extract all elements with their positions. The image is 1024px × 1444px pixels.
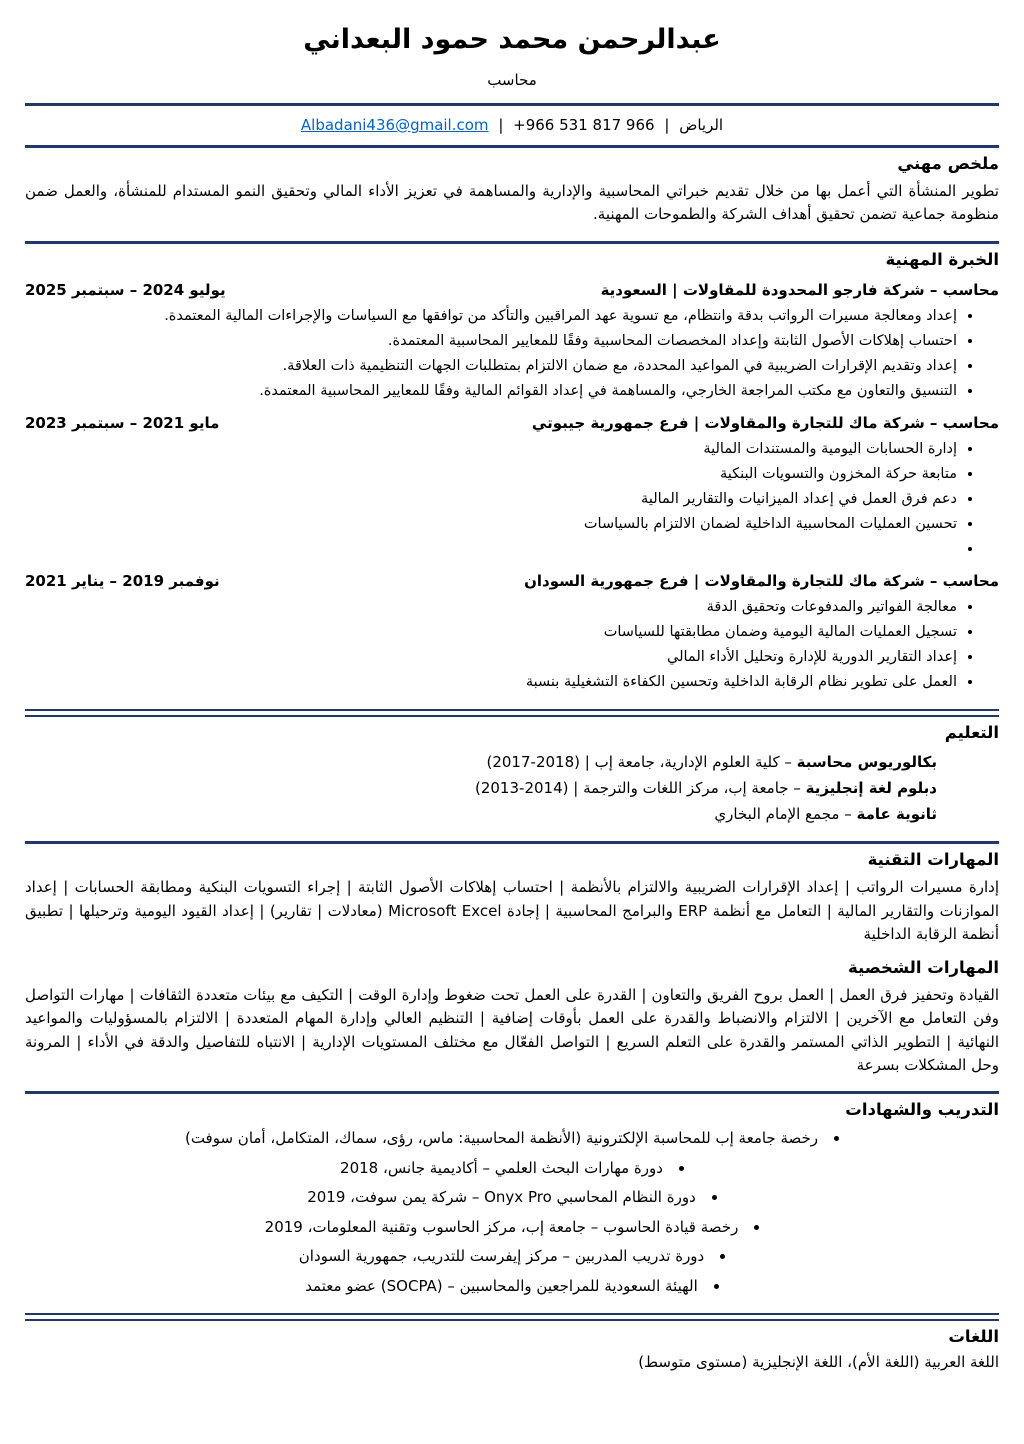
degree-name: بكالوريوس محاسبة — [796, 752, 937, 771]
job-bullet: • إعداد التقارير الدورية للإدارة وتحليل الأداء المالي — [25, 647, 957, 668]
job-bullet: • إعداد وتقديم الإقرارات الضريبية في المواعيد المحددة، مع ضمان الالتزام بمتطلبات الجهات التنظيمية ذات العلاقة. — [25, 356, 957, 377]
job-bullet: • معالجة الفواتير والمدفوعات وتحقيق الدقة — [25, 597, 957, 618]
contact-separator: | — [498, 116, 504, 134]
job-title: محاسب – شركة فارجو المحدودة للمقاولات | السعودية — [600, 280, 999, 299]
education-item — [25, 801, 999, 827]
training-item: • رخصة قيادة الحاسوب – جامعة إب، مركز الحاسوب وتقنية المعلومات، 2019 — [25, 1216, 999, 1239]
education-item — [25, 749, 999, 775]
technical-skills-text: إدارة مسيرات الرواتب | إعداد الإقرارات الضريبية والالتزام بالأنظمة | احتساب إهلاكات الأصول الثابتة | إجراء التسويات البنكية ومطابقة الحسابات | إعداد الموازنات والتقارير المالية | التعامل مع أنظمة ERP والبرامج المحاسبية | إجادة Microsoft Excel (معادلات | تقارير) | إعداد القيود اليومية وترحيلها | تطبيق أنظمة الرقابة الداخلية — [25, 878, 1000, 943]
languages-text: اللغة العربية (اللغة الأم)، اللغة الإنجليزية (مستوى متوسط) — [638, 1353, 999, 1372]
degree-details: – مجمع الإمام البخاري — [714, 805, 852, 824]
education-item — [25, 775, 999, 801]
candidate-job-title: محاسب — [487, 71, 537, 89]
section-heading-education: التعليم — [944, 722, 999, 742]
training-item: • دورة النظام المحاسبي Onyx Pro – شركة يمن سوفت، 2019 — [25, 1186, 999, 1209]
job-bullet: • التنسيق والتعاون مع مكتب المراجعة الخارجي، والمساهمة في إعداد القوائم المالية وفقًا للمعايير المحاسبية المعتمدة. — [25, 381, 957, 402]
degree-details: – جامعة إب، مركز اللغات والترجمة | (2014-2013) — [474, 778, 801, 797]
contact-separator: | — [664, 116, 670, 134]
job-bullet: • تسجيل العمليات المالية اليومية وضمان مطابقتها للسياسات — [25, 622, 957, 643]
job-bullet: • العمل على تطوير نظام الرقابة الداخلية وتحسين الكفاءة التشغيلية بنسبة — [25, 672, 957, 693]
job-dates: نوفمبر 2019 – يناير 2021 — [25, 571, 220, 590]
job-bullet: • إعداد ومعالجة مسيرات الرواتب بدقة وانتظام، مع تسوية عهد المراقبين والتأكد من توافقها مع السياسات والإجراءات المالية المعتمدة. — [25, 306, 957, 327]
job-header — [25, 414, 999, 432]
job-entry — [25, 572, 999, 693]
training-item: • رخصة جامعة إب للمحاسبة الإلكترونية (الأنظمة المحاسبية: ماس، رؤى، سماك، المتكامل، أمان سوفت) — [25, 1127, 999, 1150]
job-entry — [25, 281, 999, 402]
candidate-name: عبدالرحمن محمد حمود البعداني — [303, 24, 721, 55]
section-divider — [25, 841, 999, 844]
job-header — [25, 572, 999, 590]
section-heading-technical-skills: المهارات التقنية — [867, 850, 999, 870]
training-item: • دورة تدريب المدربين – مركز إيفرست للتدريب، جمهورية السودان — [25, 1245, 999, 1268]
job-bullet-list — [25, 306, 999, 402]
training-list — [25, 1127, 999, 1297]
contact-city: الرياض — [679, 116, 724, 134]
job-bullet-list — [25, 597, 999, 693]
job-title: محاسب – شركة ماك للتجارة والمقاولات | فرع جمهورية جيبوتي — [531, 413, 999, 432]
job-header — [25, 281, 999, 299]
job-entry — [25, 414, 999, 560]
section-divider-double — [25, 709, 999, 717]
section-divider-double — [25, 1313, 999, 1321]
section-heading-training: التدريب والشهادات — [845, 1100, 999, 1120]
job-bullet: • احتساب إهلاكات الأصول الثابتة وإعداد المخصصات المحاسبية وفقًا للمعايير المحاسبية المعتمدة. — [25, 331, 957, 352]
contact-line — [25, 116, 999, 134]
email-link[interactable]: Albadani436@gmail.com — [300, 116, 489, 134]
job-bullet — [25, 539, 957, 560]
section-heading-summary: ملخص مهني — [897, 154, 999, 173]
training-item: • الهيئة السعودية للمراجعين والمحاسبين – (SOCPA) عضو معتمد — [25, 1275, 999, 1298]
job-title: محاسب – شركة ماك للتجارة والمقاولات | فرع جمهورية السودان — [524, 571, 999, 590]
job-bullet: • تحسين العمليات المحاسبية الداخلية لضمان الالتزام بالسياسات — [25, 514, 957, 535]
job-bullet-list — [25, 439, 999, 560]
header-divider — [25, 103, 999, 106]
degree-details: – كلية العلوم الإدارية، جامعة إب | (2018-2017) — [486, 752, 792, 771]
contact-divider — [25, 145, 999, 148]
section-divider — [25, 1091, 999, 1094]
section-heading-personal-skills: المهارات الشخصية — [847, 958, 999, 978]
job-dates: يوليو 2024 – سبتمبر 2025 — [25, 280, 226, 299]
degree-name: دبلوم لغة إنجليزية — [805, 778, 937, 797]
training-item: • دورة مهارات البحث العلمي – أكاديمية جانس، 2018 — [25, 1157, 999, 1180]
job-bullet: • متابعة حركة المخزون والتسويات البنكية — [25, 464, 957, 485]
summary-text: تطوير المنشأة التي أعمل بها من خلال تقديم خبراتي المحاسبية والإدارية والمساهمة في تعزيز الأداء المالي وتحقيق النمو المستدام للمنشأة، والعمل ضمن منظومة جماعية تضمن تحقيق أهداف الشركة والطموحات المهنية. — [25, 182, 999, 224]
job-bullet: • إدارة الحسابات اليومية والمستندات المالية — [25, 439, 957, 460]
contact-phone: +966 531 817 966 — [513, 116, 655, 134]
job-dates: مايو 2021 – سبتمبر 2023 — [25, 413, 220, 432]
section-heading-experience: الخبرة المهنية — [885, 249, 999, 269]
job-bullet: • دعم فرق العمل في إعداد الميزانيات والتقارير المالية — [25, 489, 957, 510]
section-heading-languages: اللغات — [948, 1327, 999, 1347]
personal-skills-text: القيادة وتحفيز فرق العمل | العمل بروح الفريق والتعاون | القدرة على العمل تحت ضغوط وإدارة الوقت | التكيف مع بيئات متعددة الثقافات | مهارات التواصل وفن التعامل مع الآخرين | الالتزام والانضباط والقدرة على العمل بأوقات إضافية | التنظيم العالي وإدارة المهام المتعددة | الالتزام بالمسؤوليات والمواعيد النهائية | التطوير الذاتي المستمر والقدرة على التعلم السريع | التواصل الفعّال مع مختلف المستويات الإدارية | الانتباه للتفاصيل والدقة في الأداء | المرونة وحل المشكلات بسرعة — [25, 986, 999, 1074]
degree-name: ثانوية عامة — [856, 805, 937, 824]
section-divider — [25, 241, 999, 244]
